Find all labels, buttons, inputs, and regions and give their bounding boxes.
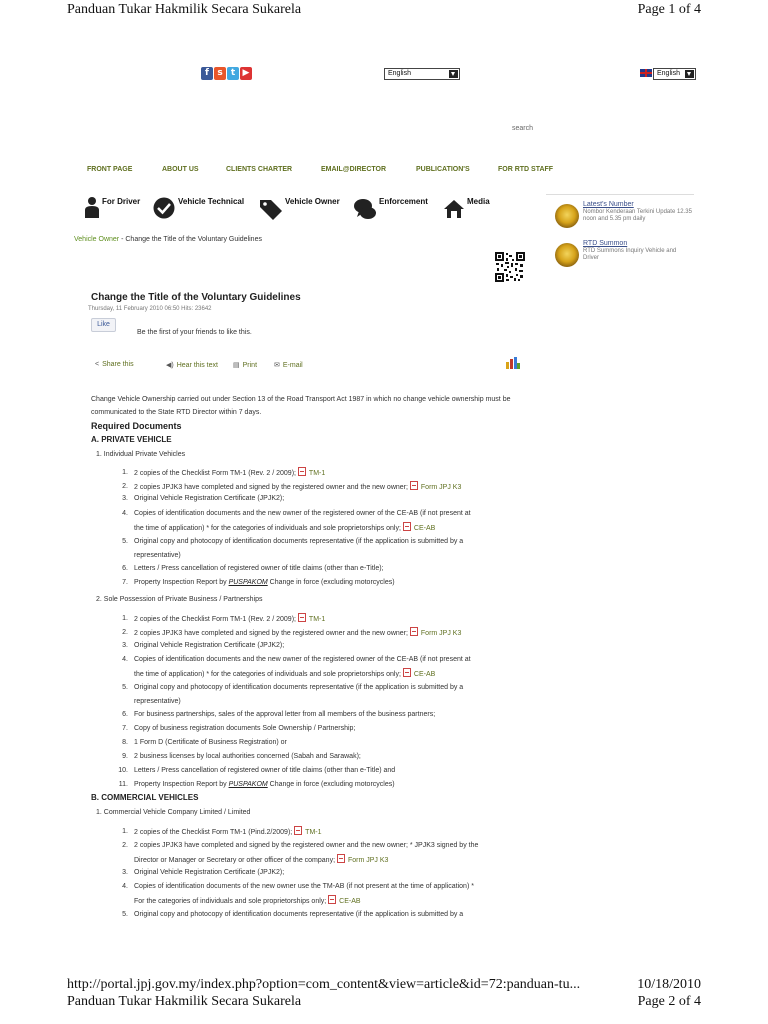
item-text: Change in force (excluding motorcycles) [267,579,395,586]
chevron-down-icon [685,70,694,78]
item-text: representative) [134,552,181,559]
nav-clients-charter[interactable]: CLIENTS CHARTER [226,166,293,173]
item-number: 7. [122,725,128,732]
item-number: 1. [122,828,128,835]
tool-email[interactable] [274,361,303,369]
pdf-icon [328,895,336,904]
sidebar-item-desc: Nombor Kenderaan Terkini Update 12.35 noon and 5.35 pm daily [583,209,692,222]
item-text: representative) [134,698,181,705]
pdf-icon [403,668,411,677]
article-meta: Thursday, 11 February 2010 06:50 Hits: 23642 [88,306,212,312]
twitter-icon[interactable]: t [227,67,239,80]
nav-publications[interactable]: PUBLICATION'S [416,166,470,173]
item-number: 1. [122,615,128,622]
pdf-icon [410,627,418,636]
list-item [116,708,536,722]
pdf-icon [337,854,345,863]
icon-menu-label: Vehicle Owner [285,197,340,206]
tag-icon [259,198,283,220]
required-heading: Required Documents [91,421,182,431]
list-item [116,535,536,563]
list-heading-a1: 1. Individual Private Vehicles [96,451,186,458]
speaker-icon: ◀) [166,362,174,369]
item-text: 2 copies of the Checklist Form TM-1 (Pind.2/2009); [134,829,293,836]
list-heading-b1: 1. Commercial Vehicle Company Limited / Limited [96,809,251,816]
next-page-number: Page 2 of 4 [637,994,701,1009]
list-item [116,576,536,590]
list-item [116,492,536,506]
form-link[interactable]: TM-1 [308,616,326,623]
item-number: 10. [118,767,128,774]
search-link[interactable]: search [512,125,534,132]
nav-email-director[interactable]: EMAIL@DIRECTOR [321,166,387,173]
breadcrumb-separator: - [119,236,126,243]
list-heading-a2: 2. Sole Possession of Private Business / Partnerships [96,596,263,603]
list-item [116,750,536,764]
item-number: 6. [122,565,128,572]
tool-label: Share this [102,361,134,368]
section-a-heading: A. PRIVATE VEHICLE [91,435,172,444]
language-select-right-value: English [657,70,680,77]
list-item [116,612,536,626]
item-text: 2 copies JPJK3 have completed and signed by the registered owner and the new owner; [134,630,408,637]
home-icon [443,199,465,219]
item-text: Property Inspection Report by [134,579,227,586]
sidebar-divider [546,194,694,195]
form-link[interactable]: CE-AB [339,898,361,905]
list-item [116,866,536,880]
sidebar-item-desc: RTD Summons Inquiry Vehicle and Driver [583,248,677,261]
pdf-icon [410,481,418,490]
icon-menu-label: Media [467,197,490,206]
uk-flag-icon [640,69,652,77]
tool-label: Print [242,362,258,369]
check-icon [153,197,175,219]
tool-label: Hear this text [176,362,218,369]
sidebar-item-title[interactable]: Latest's Number [583,201,634,208]
breadcrumb [74,236,262,243]
next-page-title: Panduan Tukar Hakmilik Secara Sukarela [67,994,302,1009]
pdf-icon [298,613,306,622]
page-number: Page 1 of 4 [637,2,701,17]
form-link[interactable]: TM-1 [305,829,322,836]
item-text: Original copy and photocopy of identification documents representative (if the application is submitted by a [134,911,464,918]
item-text: 2 copies of the Checklist Form TM-1 (Rev. 2 / 2009); [134,470,296,477]
item-number: 8. [122,739,128,746]
intro-paragraph: Change Vehicle Ownership carried out under Section 13 of the Road Transport Act 1987 in which no change vehicle ownership must be communicated to the State RTD Director within 7 days. [91,396,511,416]
print-title: Panduan Tukar Hakmilik Secara Sukarela [67,2,302,17]
form-link[interactable]: Form JPJ K3 [420,630,462,637]
sidebar-item-title[interactable]: RTD Summon [583,240,628,247]
tool-print[interactable] [233,361,257,369]
item-text: 2 business licenses by local authorities concerned (Sabah and Sarawak); [134,753,361,760]
item-number: 11. [118,781,128,788]
item-text: Original Vehicle Registration Certificate (JPJK2); [134,495,285,502]
social-icons [201,67,252,81]
chat-icon [353,198,377,220]
bar-chart-icon[interactable] [506,357,520,369]
rtd-logo-icon [555,243,579,267]
language-select-right[interactable] [653,68,696,80]
list-item [116,908,536,922]
item-text: Original Vehicle Registration Certificate (JPJK2); [134,869,285,876]
form-link[interactable]: Form JPJ K3 [420,484,462,491]
item-text: Original copy and photocopy of identification documents representative (if the application is submitted by a [134,684,464,691]
item-text: For the categories of individuals and sole proprietorships only; [134,898,327,905]
form-link[interactable]: CE-AB [413,525,436,532]
item-number: 7. [122,579,128,586]
item-text: 2 copies JPJK3 have completed and signed by the registered owner and the new owner; [134,484,408,491]
item-number: 4. [122,883,128,890]
item-number: 2. [122,629,128,636]
sidebar-latest-number[interactable] [555,201,695,233]
icon-menu-label: Enforcement [379,197,428,206]
item-text: Director or Manager or Secretary or other officer of the company; [134,857,336,864]
list-item [116,736,536,750]
item-text: 2 copies JPJK3 have completed and signed by the registered owner and the new owner; * JPJK3 signed by the [134,842,479,849]
form-link[interactable]: Form JPJ K3 [347,857,389,864]
item-text: 1 Form D (Certificate of Business Registration) or [134,739,287,746]
language-select[interactable] [384,68,460,80]
tool-hear[interactable] [166,361,218,369]
list-item [116,839,536,867]
item-number: 4. [122,656,128,663]
list-item [116,681,536,709]
pdf-icon [403,522,411,531]
tool-share[interactable] [95,361,134,368]
item-text: the time of application) * for the categories of individuals and sole proprietorships only; [134,671,401,678]
item-number: 3. [122,495,128,502]
item-text: 2 copies of the Checklist Form TM-1 (Rev. 2 / 2009); [134,616,296,623]
puspakom-link[interactable]: PUSPAKOM [228,781,268,788]
item-number: 5. [122,684,128,691]
like-button[interactable]: Like [91,318,116,332]
breadcrumb-current: Change the Title of the Voluntary Guidelines [125,236,262,243]
rtd-logo-icon [555,204,579,228]
list-item [116,639,536,653]
footer-date: 10/18/2010 [637,977,701,992]
section-b-heading: B. COMMERCIAL VEHICLES [91,793,199,802]
item-text: Original copy and photocopy of identification documents representative (if the application is submitted by a [134,538,464,545]
facebook-icon[interactable]: f [201,67,213,80]
list-item [116,562,536,576]
nav-about-us[interactable]: ABOUT US [162,166,199,173]
email-icon: ✉ [274,362,280,369]
share-icon: < [95,361,100,368]
pdf-icon [294,826,302,835]
breadcrumb-parent[interactable]: Vehicle Owner [74,236,120,243]
article-title: Change the Title of the Voluntary Guidelines [91,292,301,303]
item-text: Copies of identification documents and the new owner of the registered owner of the CE-AB (if not present at [134,510,471,517]
footer-url: http://portal.jpj.gov.my/index.php?option=com_content&view=article&id=72:panduan-tu... [67,977,581,992]
item-number: 5. [122,538,128,545]
item-number: 6. [122,711,128,718]
item-text: Copies of identification documents and the new owner of the registered owner of the CE-AB (if not present at [134,656,471,663]
stumbleupon-icon[interactable]: s [214,67,226,80]
list-item [116,653,536,681]
list-item [116,825,536,839]
item-number: 5. [122,911,128,918]
item-text: the time of application) * for the categories of individuals and sole proprietorships only; [134,525,401,532]
form-link[interactable]: CE-AB [413,671,436,678]
form-link[interactable]: TM-1 [308,470,326,477]
item-number: 9. [122,753,128,760]
chevron-down-icon [449,70,458,78]
item-text: Copy of business registration documents Sole Ownership / Partnership; [134,725,356,732]
item-text: For business partnerships, sales of the approval letter from all members of the business partners; [134,711,436,718]
item-text: Original Vehicle Registration Certificate (JPJK2); [134,642,285,649]
item-number: 1. [122,469,128,476]
list-item [116,507,536,535]
item-text: Change in force (excluding motorcycles) [267,781,395,788]
list-item [116,466,536,480]
print-icon: ▤ [233,362,240,369]
list-item [116,880,536,908]
like-note: Be the first of your friends to like this. [137,329,252,336]
language-select-value: English [388,70,411,77]
item-number: 4. [122,510,128,517]
item-text: Letters / Press cancellation of registered owner of title claims (other than e-Title); [134,565,384,572]
item-number: 3. [122,642,128,649]
qr-code-icon [495,252,525,282]
list-item [116,778,536,792]
item-text: Property Inspection Report by [134,781,227,788]
puspakom-link[interactable]: PUSPAKOM [228,579,268,586]
list-item [116,722,536,736]
print-header [67,2,701,20]
sidebar-rtd-summon[interactable] [555,240,695,272]
list-item [116,626,536,640]
item-number: 2. [122,842,128,849]
list-item [116,764,536,778]
item-number: 2. [122,483,128,490]
item-text: Letters / Press cancellation of registered owner of title claims (other than e-Title) and [134,767,396,774]
icon-menu-label: Vehicle Technical [178,197,245,206]
youtube-icon[interactable]: ▶ [240,67,252,80]
tool-label: E-mail [282,362,303,369]
item-text: Copies of identification documents of the new owner use the TM-AB (if not present at the time of application) * [134,883,474,890]
item-number: 3. [122,869,128,876]
pdf-icon [298,467,306,476]
nav-for-rtd-staff[interactable]: FOR RTD STAFF [498,166,554,173]
nav-front-page[interactable]: FRONT PAGE [87,166,133,173]
person-icon [84,196,100,218]
icon-menu-label: For Driver [102,197,141,206]
